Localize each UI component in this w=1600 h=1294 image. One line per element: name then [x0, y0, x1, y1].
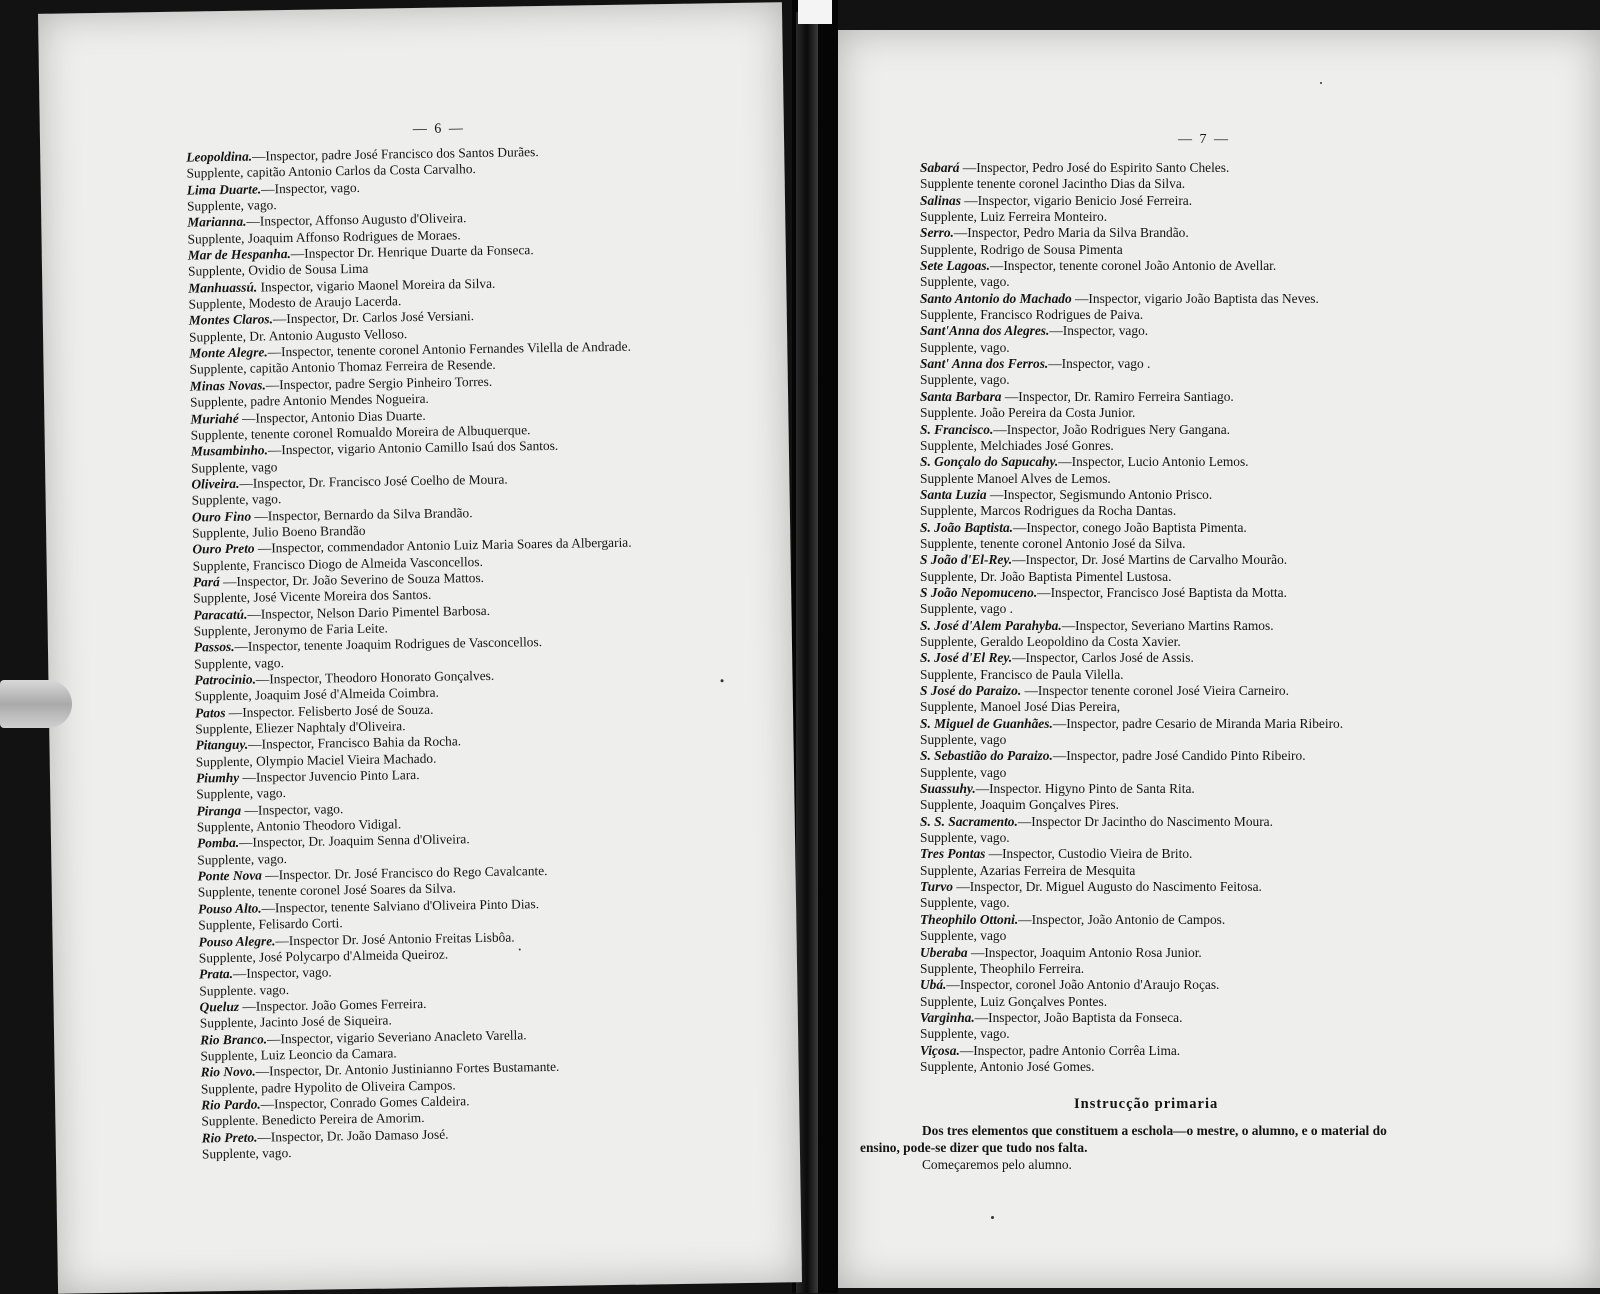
entry-text: —Inspector, Affonso Augusto d'Oliveira. [246, 210, 467, 230]
place-name: Tres Pontas [920, 846, 986, 862]
inspector-entry [920, 1043, 1580, 1059]
place-name: S José do Paraizo. [920, 683, 1022, 698]
entry-text: —Inspector, Dr. Miguel Augusto do Nascimento Feitosa. [952, 879, 1262, 895]
place-name: Minas Novas. [189, 377, 266, 394]
entry-text: Supplente, vago. [186, 197, 277, 214]
supplente-entry [920, 830, 1580, 846]
entry-text: Supplente, Antonio José Gomes. [920, 1058, 1095, 1074]
inspector-entry [920, 781, 1580, 797]
entry-text: —Inspector, Nelson Dario Pimentel Barbosa. [247, 602, 491, 622]
supplente-entry [920, 242, 1580, 258]
place-name: Sant' Anna dos Ferros. [920, 356, 1049, 372]
place-name: Uberaba [920, 944, 968, 960]
place-name: Santa Barbara [920, 388, 1002, 404]
place-name: S João Nepomuceno. [920, 584, 1038, 600]
entry-text: —Inspector, tenente Joaquim Rodrigues de Vasconcellos. [234, 634, 543, 655]
paragraph-line: Começaremos pelo alumno. [922, 1157, 1072, 1172]
inspector-entry [920, 422, 1580, 438]
place-name: Oliveira. [191, 475, 240, 492]
entry-text: Supplente, tenente coronel José Soares da Silva. [197, 880, 456, 900]
entry-text: —Inspector, padre Cesario de Miranda Maria Ribeiro. [1052, 715, 1344, 731]
entry-text: Supplente, vago. [920, 830, 1010, 846]
entry-text: —Inspector, Pedro José do Espirito Santo Cheles. [959, 160, 1230, 175]
inspector-entry [920, 291, 1580, 307]
entry-text: Supplente, padre Antonio Mendes Nogueira. [189, 390, 429, 410]
place-name: Sant'Anna dos Alegres. [920, 323, 1050, 339]
entry-text: —Inspector. João Gomes Ferreira. [238, 995, 427, 1014]
entry-text: Supplente, vago. [920, 339, 1010, 355]
entry-text: —Inspector, vago. [241, 800, 344, 818]
entry-text: —Inspector, vigario Severiano Anacleto Varella. [266, 1026, 527, 1047]
section-title: Instrucção primaria [1074, 1096, 1219, 1112]
supplente-entry [920, 732, 1580, 748]
place-name: Rio Branco. [200, 1031, 268, 1048]
inspector-entry [920, 1010, 1580, 1026]
entry-text: Supplente, tenente coronel Romualdo Moreira de Albuquerque. [190, 422, 531, 443]
inspector-entry [920, 323, 1580, 339]
entry-text: Supplente, Luiz Leoncio da Camara. [200, 1045, 397, 1064]
inspector-entry [920, 389, 1580, 405]
place-name: S. Francisco. [920, 421, 994, 437]
entry-text: —Inspector, tenente coronel Antonio Fernandes Vilella de Andrade. [267, 338, 631, 360]
supplente-entry [920, 1026, 1580, 1042]
supplente-entry [920, 1059, 1580, 1075]
entry-text: Supplente, Jacinto José de Siqueira. [199, 1012, 392, 1031]
place-name: Suassuhy. [920, 781, 976, 797]
place-name: Muriahé [190, 410, 239, 427]
paragraph-line: ensino, pode-se dizer que tudo nos falta. [860, 1140, 1088, 1155]
place-name: Turvo [920, 879, 953, 895]
inspector-entry [920, 356, 1580, 372]
entry-text: Supplente. vago. [199, 981, 290, 999]
entry-text: Supplente, Ovidio de Sousa Lima [187, 261, 369, 280]
paragraph-line: Dos tres elementos que constituem a eschola—o mestre, o alumno, e o material do [922, 1123, 1387, 1138]
ink-speck [721, 679, 724, 682]
place-name: Pará [192, 574, 220, 590]
entry-text: Supplente, vago. [196, 785, 287, 802]
entry-text: Supplente, Modesto de Araujo Lacerda. [188, 293, 402, 312]
entry-text: —Inspector Juvencio Pinto Lara. [239, 767, 420, 785]
entry-text: —Inspector, Dr. João Severino de Souza Mattos. [219, 569, 485, 590]
supplente-entry [920, 569, 1580, 585]
entry-text: —Inspector, João Baptista da Fonseca. [974, 1009, 1183, 1025]
entry-text: —Inspector, Dr. Antonio Justinianno Fortes Bustamante. [255, 1059, 560, 1079]
place-name: Theophilo Ottoni. [920, 911, 1019, 927]
entry-text: Supplente, Francisco de Paula Vilella. [920, 666, 1124, 682]
entry-text: Supplente, vago. [201, 1145, 292, 1162]
entry-text: Supplente, Francisco Rodrigues de Paiva. [920, 307, 1144, 323]
entry-text: Supplente, José Vicente Moreira dos Santos. [193, 587, 432, 606]
section-paragraph [860, 1122, 1500, 1173]
entry-text: Supplente, Joaquim Affonso Rodrigues de Moraes. [187, 227, 461, 247]
inspector-entry [920, 225, 1580, 241]
entry-text: —Inspector, coronel João Antonio d'Araujo Roças. [946, 977, 1220, 993]
entry-text: —Inspector, João Antonio de Campos. [1018, 911, 1226, 927]
supplente-entry [920, 307, 1580, 323]
entry-text: —Inspector Dr. José Antonio Freitas Lisbôa. [275, 929, 515, 948]
entry-text: —Inspector, Joaquim Antonio Rosa Junior. [967, 944, 1202, 960]
supplente-entry [920, 438, 1580, 454]
place-name: S. Sebastião do Paraizo. [920, 748, 1053, 764]
entry-text: Supplente, Luiz Gonçalves Pontes. [920, 993, 1108, 1009]
place-name: Marianna. [187, 214, 247, 230]
place-name: Paracatú. [193, 606, 248, 623]
entry-text: —Inspector, João Rodrigues Nery Gangana. [993, 421, 1231, 437]
entry-text: —Inspector, Bernardo da Silva Brandão. [250, 504, 473, 524]
supplente-entry [920, 634, 1580, 650]
inspector-entry [920, 552, 1580, 568]
entry-text: Supplente, tenente coronel Antonio José da Silva. [920, 535, 1186, 551]
supplente-entry [920, 274, 1580, 290]
entry-text: —Inspector, vigario Benicio José Ferreira. [960, 192, 1193, 208]
place-name: Piranga [196, 802, 242, 819]
entry-text: Supplente, vago. [920, 372, 1010, 388]
supplente-entry [920, 503, 1580, 519]
entry-text: —Inspector. Dr. José Francisco do Rego Cavalcante. [261, 863, 548, 883]
place-name: Sabará [920, 160, 960, 175]
entry-text: —Inspector, commendador Antonio Luiz Maria Soares da Albergaria. [254, 534, 632, 556]
entry-text: Supplente, Julio Boeno Brandão [192, 522, 366, 541]
place-name: Pomba. [196, 835, 240, 851]
binding-edge [796, 12, 818, 1293]
entry-text: —Inspector, Dr. Ramiro Ferreira Santiago. [1001, 388, 1234, 404]
left-page [38, 2, 802, 1294]
place-name: S João d'El-Rey. [920, 552, 1013, 568]
entry-text: Supplente, capitão Antonio Thomaz Ferreira de Resende. [189, 357, 496, 378]
entry-text: —Inspector, Antonio Dias Duarte. [238, 407, 426, 426]
entry-text: —Inspector, Dr. Joaquim Senna d'Oliveira. [238, 831, 470, 851]
entry-text: Supplente, vago . [920, 601, 1013, 617]
entry-text: Inspector, vigario Maonel Moreira da Silva. [257, 275, 496, 295]
entry-text: Supplente Manoel Alves de Lemos. [920, 470, 1111, 486]
entry-text: —Inspector, Dr. João Damaso José. [257, 1126, 449, 1145]
supplente-entry [920, 340, 1580, 356]
supplente-entry [920, 405, 1580, 421]
place-name: Ouro Preto [192, 540, 255, 557]
entry-text: —Inspector. Higyno Pinto de Santa Rita. [975, 781, 1195, 797]
inspector-entry [920, 454, 1580, 470]
entry-text: Supplente, padre Hypolito de Oliveira Campos. [200, 1077, 456, 1097]
supplente-entry [920, 961, 1580, 977]
thumb-tab [0, 680, 72, 728]
supplente-entry [920, 765, 1580, 781]
supplente-entry [920, 928, 1580, 944]
entry-text: —Inspector, vago. [1049, 323, 1149, 339]
entry-text: —Inspector. Felisberto José de Souza. [225, 701, 434, 720]
entry-text: Supplente, Luiz Ferreira Monteiro. [920, 209, 1108, 225]
supplente-entry [920, 863, 1580, 879]
entry-text: Supplente. Benedicto Pereira de Amorim. [201, 1110, 425, 1129]
entry-text: —Inspector, Dr. Francisco José Coelho de Moura. [239, 471, 508, 491]
supplente-entry [920, 699, 1580, 715]
inspector-entry [920, 879, 1580, 895]
entry-text: —Inspector, Custodio Vieira de Brito. [985, 846, 1193, 862]
entry-text: —Inspector, vigario Antonio Camillo Isaú dos Santos. [267, 437, 559, 458]
entry-text: Supplente, Marcos Rodrigues da Rocha Dantas. [920, 503, 1177, 519]
place-name: Rio Novo. [200, 1063, 256, 1080]
place-name: S. João Baptista. [920, 519, 1014, 535]
place-name: Santa Luzia [920, 486, 987, 502]
ink-speck [991, 1216, 994, 1219]
place-name: Serro. [920, 225, 954, 241]
entry-text: Supplente, vago. [191, 491, 282, 508]
binding-clip [798, 0, 832, 24]
entry-text: —Inspector, vago . [1048, 356, 1151, 372]
entry-text: Supplente, vago. [920, 895, 1010, 911]
place-name: Ouro Fino [191, 508, 252, 525]
entry-text: Supplente, vago [920, 764, 1007, 780]
entry-text: —Inspector, tenente Salviano d'Oliveira Pinto Dias. [261, 895, 540, 916]
inspector-entry [920, 193, 1580, 209]
inspector-entry [920, 716, 1580, 732]
supplente-entry [920, 797, 1580, 813]
inspector-entry [920, 618, 1580, 634]
ink-speck [1320, 82, 1322, 84]
entry-text: Supplente, Melchiades José Gonres. [920, 437, 1114, 453]
place-name: Prata. [198, 966, 234, 982]
place-name: Salinas [920, 192, 961, 208]
place-name: Rio Pardo. [201, 1096, 261, 1113]
inspector-entry [920, 977, 1580, 993]
entry-text: Supplente, Felisardo Corti. [198, 915, 343, 933]
supplente-entry [920, 372, 1580, 388]
place-name: Pouso Alto. [197, 900, 262, 917]
supplente-entry [920, 895, 1580, 911]
entry-text: —Inspector, padre José Candido Pinto Ribeiro. [1052, 748, 1306, 764]
supplente-entry [920, 471, 1580, 487]
inspector-entry [920, 585, 1580, 601]
inspector-entry [920, 945, 1580, 961]
entry-text: —Inspector, Segismundo Antonio Prisco. [986, 486, 1213, 502]
inspector-entry [920, 258, 1580, 274]
entry-text: Supplente, vago [920, 732, 1007, 748]
entry-text: Supplente, Dr. João Baptista Pimentel Lustosa. [920, 568, 1172, 584]
place-name: Ubá. [920, 977, 947, 993]
inspector-entry [920, 650, 1580, 666]
entry-text: Supplente tenente coronel Jacintho Dias da Silva. [920, 176, 1186, 192]
entry-text: Supplente, Manoel José Dias Pereira, [920, 699, 1121, 715]
entry-text: —Inspector, Dr. Carlos José Versiani. [272, 308, 475, 327]
inspector-entry [920, 912, 1580, 928]
entry-list [920, 160, 1580, 1075]
right-page [838, 30, 1600, 1288]
inspector-entry [920, 160, 1580, 176]
place-name: Viçosa. [920, 1042, 960, 1058]
page-number: — 7 — [1178, 132, 1230, 147]
inspector-entry [920, 520, 1580, 536]
entry-text: Supplente, capitão Antonio Carlos da Costa Carvalho. [186, 161, 476, 181]
entry-text: —Inspector, Dr. José Martins de Carvalho Mourão. [1012, 552, 1288, 568]
entry-text: —Inspector Dr. Henrique Duarte da Fonseca. [290, 242, 534, 262]
entry-text: Supplente, Azarias Ferreira de Mesquita [920, 862, 1136, 878]
entry-text: Supplente, José Polycarpo d'Almeida Queiroz. [198, 946, 449, 966]
entry-text: —Inspector, Francisco José Baptista da Motta. [1037, 584, 1287, 600]
inspector-entry [920, 487, 1580, 503]
entry-text: Supplente, Jeronymo de Faria Leite. [193, 620, 388, 639]
ink-speck [519, 948, 521, 950]
place-name: S. Gonçalo do Sapucahy. [920, 454, 1059, 470]
entry-text: Supplente, Geraldo Leopoldino da Costa Xavier. [920, 633, 1181, 649]
entry-text: Supplente, Theophilo Ferreira. [920, 960, 1085, 976]
entry-text: —Inspector, vago. [232, 964, 332, 982]
entry-text: —Inspector, Conrado Gomes Caldeira. [260, 1093, 470, 1112]
place-name: Monte Alegre. [189, 344, 268, 361]
supplente-entry [920, 536, 1580, 552]
entry-text: —Inspector, tenente coronel João Antonio de Avellar. [989, 258, 1277, 274]
entry-text: Supplente, Olympio Maciel Vieira Machado. [195, 750, 437, 770]
supplente-entry [920, 667, 1580, 683]
entry-text: —Inspector, vigario João Baptista das Neves. [1071, 290, 1319, 306]
entry-text: Supplente, Rodrigo de Sousa Pimenta [920, 241, 1123, 257]
entry-text: Supplente, vago. [920, 274, 1010, 290]
entry-text: Supplente, Antonio Theodoro Vidigal. [196, 816, 402, 835]
entry-text: Supplente, Joaquim Gonçalves Pires. [920, 797, 1119, 813]
entry-text: —Inspector, Francisco Bahia da Rocha. [248, 733, 462, 753]
place-name: Ponte Nova [197, 867, 263, 884]
supplente-entry [920, 601, 1580, 617]
inspector-entry [920, 683, 1580, 699]
entry-text: Supplente, vago [191, 458, 278, 476]
place-name: Leopoldina. [186, 148, 253, 165]
entry-text: —Inspector, Theodoro Honorato Gonçalves. [255, 667, 495, 687]
entry-text: Supplente, vago [920, 928, 1007, 944]
inspector-entry [920, 846, 1580, 862]
place-name: S. José d'Alem Parahyba. [920, 617, 1062, 633]
place-name: Musambinho. [190, 442, 269, 459]
entry-text: Supplente, Dr. Antonio Augusto Velloso. [188, 325, 408, 345]
entry-text: Supplente, vago. [920, 1026, 1010, 1042]
place-name: Sete Lagoas. [920, 258, 990, 274]
place-name: Queluz [199, 998, 240, 1015]
place-name: Patrocinio. [194, 671, 256, 688]
entry-text: —Inspector, conego João Baptista Pimenta. [1013, 519, 1247, 535]
place-name: S. Miguel de Guanhães. [920, 715, 1053, 731]
entry-text: Supplente, Joaquim José d'Almeida Coimbra. [194, 685, 439, 704]
place-name: S. S. Sacramento. [920, 813, 1018, 829]
place-name: Santo Antonio do Machado [920, 290, 1072, 306]
supplente-entry [920, 176, 1580, 192]
page-number: — 6 — [412, 121, 465, 138]
place-name: Manhuassú. [188, 279, 258, 296]
entry-list [186, 140, 792, 1162]
entry-text: —Inspector, Pedro Maria da Silva Brandão. [953, 225, 1189, 241]
place-name: S. José d'El Rey. [920, 650, 1013, 666]
supplente-entry [920, 209, 1580, 225]
entry-text: —Inspector, Carlos José de Assis. [1012, 650, 1194, 666]
entry-text: —Inspector, Severiano Martins Ramos. [1061, 617, 1274, 633]
place-name: Pitanguy. [195, 737, 249, 753]
entry-text: —Inspector, vago. [261, 179, 361, 197]
inspector-entry [920, 748, 1580, 764]
entry-text: —Inspector, padre Antonio Corrêa Lima. [959, 1042, 1181, 1058]
place-name: Varginha. [920, 1009, 975, 1025]
entry-text: Supplente, vago. [197, 850, 288, 868]
entry-text: Supplente. João Pereira da Costa Junior. [920, 405, 1136, 421]
entry-text: —Inspector, padre Sergio Pinheiro Torres. [265, 373, 493, 393]
place-name: Pouso Alegre. [198, 932, 276, 950]
entry-text: —Inspector Dr Jacintho do Nascimento Moura. [1017, 813, 1273, 829]
place-name: Montes Claros. [188, 311, 274, 329]
place-name: Rio Preto. [201, 1129, 258, 1146]
entry-text: —Inspector, Lucio Antonio Lemos. [1058, 454, 1249, 470]
supplente-entry [920, 994, 1580, 1010]
place-name: Patos [194, 704, 226, 721]
entry-text: Supplente, vago. [194, 654, 284, 672]
place-name: Lima Duarte. [186, 181, 262, 198]
entry-text: Supplente, Eliezer Naphtaly d'Oliveira. [195, 718, 406, 737]
entry-text: —Inspector tenente coronel José Vieira Carneiro. [1021, 683, 1289, 698]
place-name: Mar de Hespanha. [187, 246, 291, 263]
entry-text: —Inspector, padre José Francisco dos Santos Durães. [251, 144, 539, 164]
place-name: Passos. [193, 639, 235, 655]
entry-text: Supplente, Francisco Diogo de Almeida Vasconcellos. [192, 553, 483, 574]
place-name: Piumhy [195, 769, 240, 786]
inspector-entry [920, 814, 1580, 830]
